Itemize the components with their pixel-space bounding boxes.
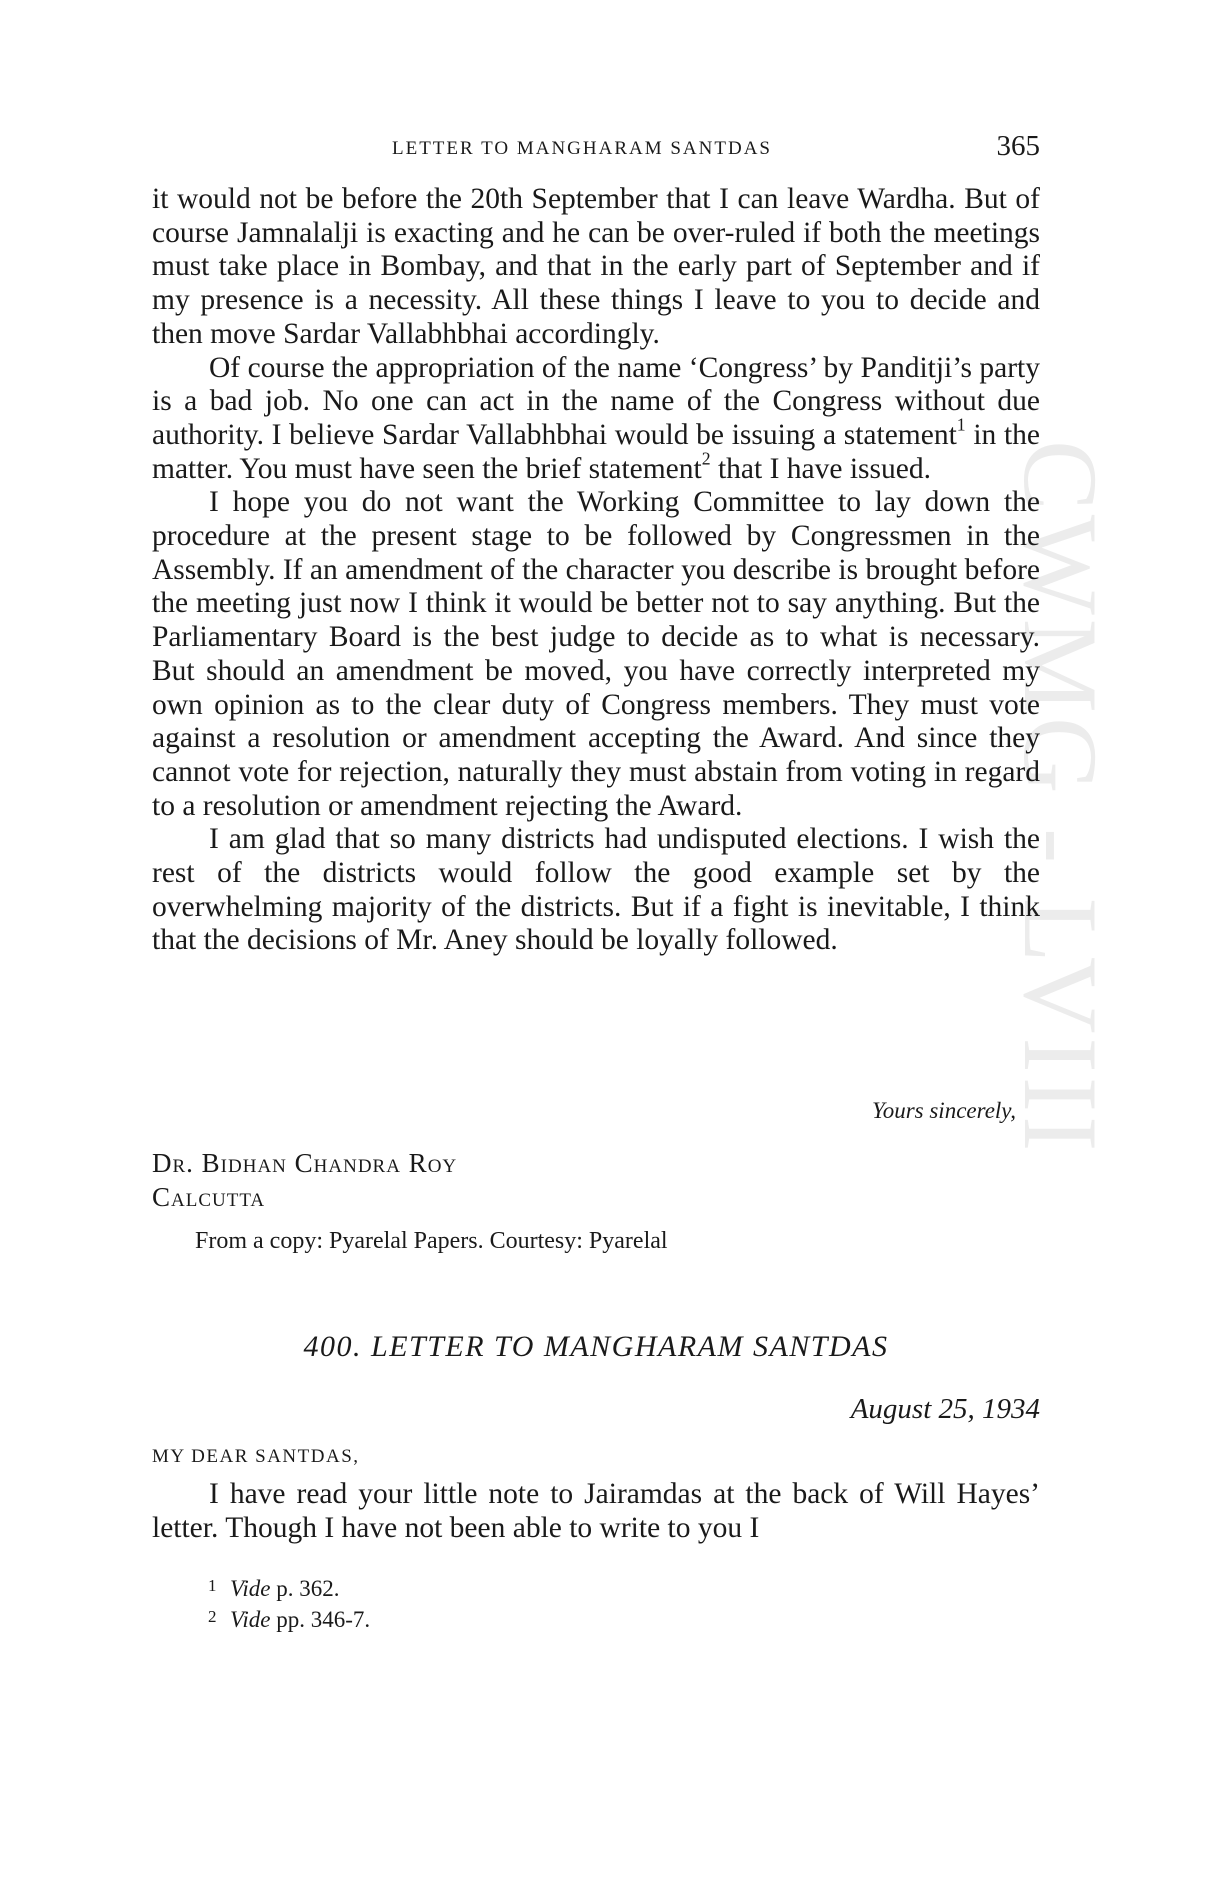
letter-body — [152, 183, 1040, 958]
page-number: 365 — [996, 130, 1040, 162]
footnotes — [208, 1572, 370, 1634]
footnote-vide: Vide — [230, 1576, 271, 1601]
running-title: LETTER TO MANGHARAM SANTDAS — [391, 138, 772, 159]
paragraph-2-text-c: that I have issued. — [710, 452, 931, 485]
addressee — [152, 1146, 457, 1214]
paragraph-2 — [152, 352, 1040, 487]
footnote-number: 1 — [208, 1576, 217, 1595]
running-head — [152, 130, 1040, 170]
paragraph-2-text-b: in the matter. You must have seen the brief statement — [152, 418, 1040, 485]
addressee-name: Dr. Bidhan Chandra Roy — [152, 1148, 458, 1178]
next-letter-body — [152, 1478, 1040, 1545]
document-heading: 400. LETTER TO MANGHARAM SANTDAS — [303, 1330, 889, 1363]
salutation: MY DEAR SANTDAS, — [152, 1446, 360, 1467]
footnote-2 — [208, 1603, 370, 1634]
paragraph-3: I hope you do not want the Working Committee to lay down the procedure at the present stage to be followed by Congressmen in the Assembly. If an amendment of the character you describe is brought before the meeting just now I think it would be better not to say anything. But the Parliamentary Board is the best judge to decide as to what is necessary. But should an amendment be moved, you have correctly interpreted my own opinion as to the clear duty of Congress members. They must vote against a resolution or amendment accepting the Award. And since they cannot vote for rejection, naturally they must abstain from voting in regard to a resolution or amendment rejecting the Award. — [152, 486, 1040, 822]
footnote-ref: p. 362. — [270, 1576, 340, 1601]
footnote-number: 2 — [208, 1607, 217, 1626]
document-date: August 25, 1934 — [850, 1393, 1040, 1425]
watermark: CWMG - LVIII — [1002, 440, 1119, 1156]
paragraph-4: I am glad that so many districts had undisputed elections. I wish the rest of the districts would follow the good example set by the overwhelming majority of the districts. But if a fight is inevitable, I think that the decisions of Mr. Aney should be loyally followed. — [152, 823, 1040, 957]
paragraph-2-text-a: Of course the appropriation of the name ‘Congress’ by Panditji’s party is a bad job. No one can act in the name of the Congress without due authority. I believe Sardar Vallabhbhai would be issuing a statement — [152, 351, 1040, 451]
footnote-ref-2: 2 — [701, 448, 711, 469]
sign-off: Yours sincerely, — [872, 1098, 1016, 1123]
footnote-vide: Vide — [230, 1607, 271, 1632]
footnote-1 — [208, 1572, 370, 1603]
footnote-ref-1: 1 — [956, 414, 966, 435]
addressee-city: Calcutta — [152, 1182, 266, 1212]
source-note: From a copy: Pyarelal Papers. Courtesy: Pyarelal — [195, 1228, 668, 1254]
next-letter-paragraph: I have read your little note to Jairamdas at the back of Will Hayes’ letter. Though I have not been able to write to you I — [152, 1478, 1040, 1544]
footnote-ref: pp. 346-7. — [270, 1607, 371, 1632]
paragraph-1: it would not be before the 20th September that I can leave Wardha. But of course Jamnalalji is exacting and he can be over-ruled if both the meetings must take place in Bombay, and that in the early part of September and if my presence is a necessity. All these things I leave to you to decide and then move Sardar Vallabhbhai accordingly. — [152, 183, 1040, 350]
